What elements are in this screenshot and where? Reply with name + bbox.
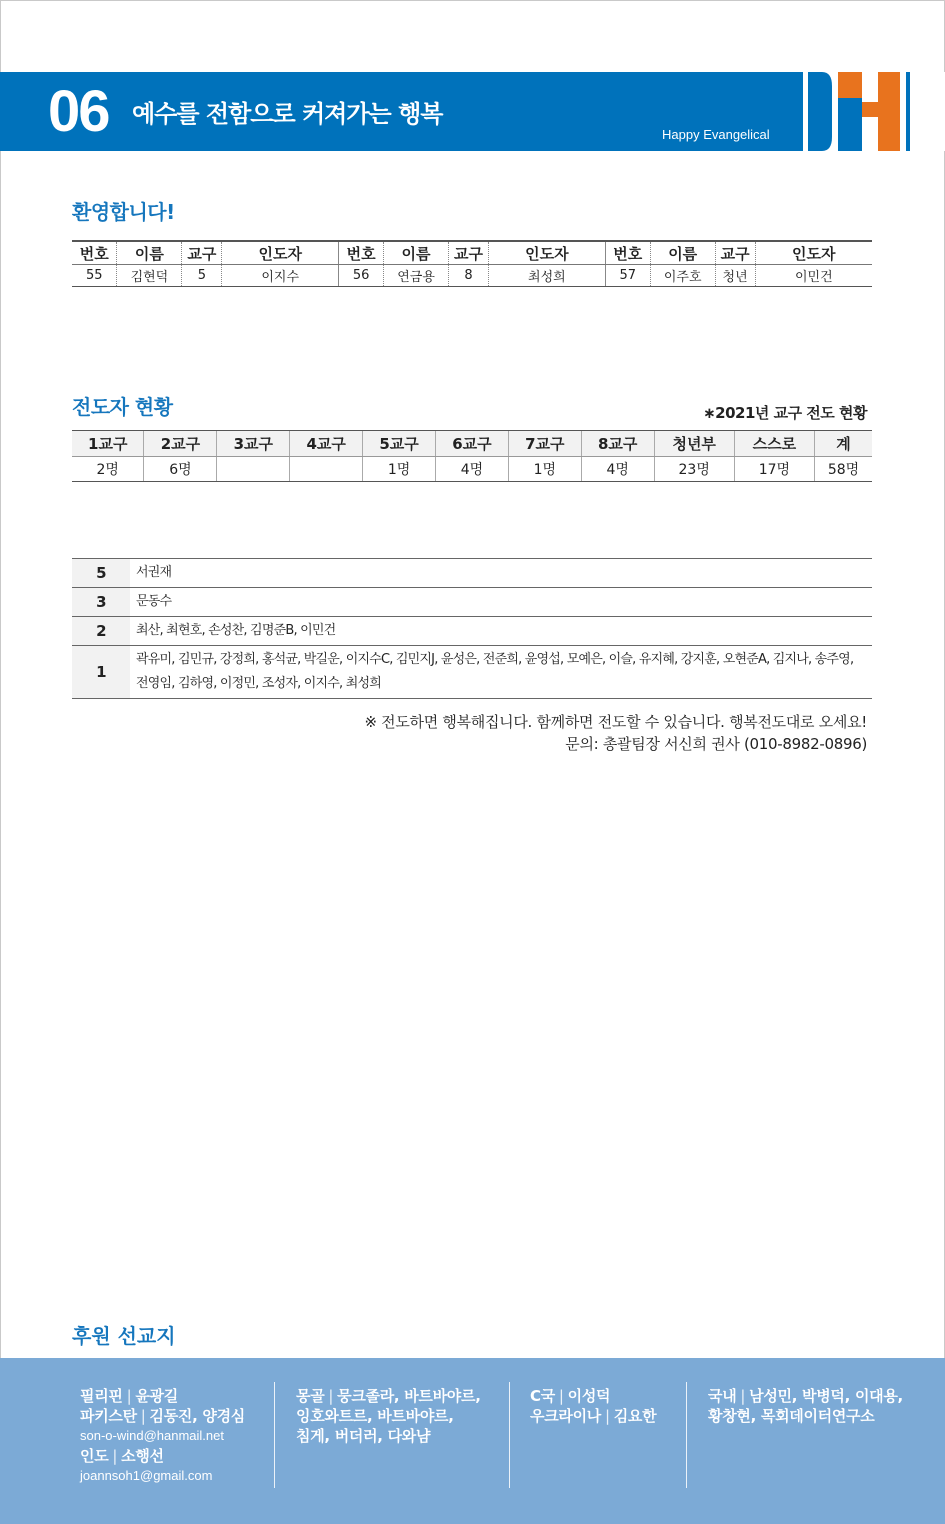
welcome-header-row [72, 241, 872, 265]
status-header: 4교구 [290, 431, 363, 457]
ranking-names: 최산, 최현호, 손성찬, 김명준B, 이민건 [130, 617, 872, 646]
missionary-names: 윤광길 [135, 1387, 178, 1405]
status-header: 1교구 [72, 431, 144, 457]
status-header: 스스로 [734, 431, 814, 457]
status-value: 1명 [363, 457, 436, 482]
status-value: 1명 [508, 457, 581, 482]
missionary-names: 남성민, 박병덕, 이대용, [749, 1387, 903, 1405]
header-no: 번호 [339, 241, 384, 265]
separator: | [604, 1407, 610, 1425]
country-label: 인도 [80, 1447, 109, 1465]
header-district: 교구 [449, 241, 489, 265]
support-title: 후원 선교지 [72, 1324, 176, 1348]
status-table [72, 430, 872, 482]
contact-line: 문의: 총괄팀장 서신희 권사 (010-8982-0896) [565, 735, 867, 753]
mission-philippines [80, 1386, 245, 1406]
header-leader: 인도자 [488, 241, 605, 265]
column-divider [509, 1382, 510, 1488]
ranking-count: 1 [72, 646, 130, 699]
welcome-district: 5 [182, 265, 222, 287]
welcome-table [72, 240, 872, 287]
missionary-names: 소행선 [121, 1447, 164, 1465]
status-title: 전도자 현황 [72, 395, 173, 419]
status-value: 23명 [654, 457, 734, 482]
status-value: 17명 [734, 457, 814, 482]
mission-india [80, 1446, 245, 1466]
missionary-names: 침게, 버더러, 다와냠 [296, 1427, 431, 1445]
ranking-row [72, 559, 872, 588]
separator: | [140, 1407, 146, 1425]
country-label: 몽골 [296, 1387, 325, 1405]
column-divider [274, 1382, 275, 1488]
ranking-row [72, 617, 872, 646]
header-name: 이름 [117, 241, 182, 265]
welcome-name: 연금용 [384, 265, 449, 287]
missionary-names: 김동진, 양경심 [149, 1407, 245, 1425]
notice-line: ※ 전도하면 행복해집니다. 함께하면 전도할 수 있습니다. 행복전도대로 오세요! [364, 713, 867, 731]
status-value [217, 457, 290, 482]
mission-c-country [530, 1386, 656, 1406]
email-text: son-o-wind@hanmail.net [80, 1428, 224, 1443]
page-number: 06 [48, 79, 109, 144]
status-header: 8교구 [581, 431, 654, 457]
support-col-2 [296, 1386, 481, 1446]
header-leader: 인도자 [222, 241, 339, 265]
country-label: 파키스탄 [80, 1407, 137, 1425]
email-text: joannsoh1@gmail.com [80, 1468, 213, 1483]
status-header: 7교구 [508, 431, 581, 457]
welcome-district: 8 [449, 265, 489, 287]
country-label: 국내 [708, 1387, 737, 1405]
country-label: 우크라이나 [530, 1407, 601, 1425]
status-header-row [72, 431, 872, 457]
welcome-leader: 이지수 [222, 265, 339, 287]
separator: | [328, 1387, 334, 1405]
welcome-leader: 이민건 [755, 265, 872, 287]
header-leader: 인도자 [755, 241, 872, 265]
welcome-name: 김현덕 [117, 265, 182, 287]
welcome-no: 56 [339, 265, 384, 287]
welcome-no: 57 [605, 265, 650, 287]
status-value: 2명 [72, 457, 144, 482]
ranking-names: 곽유미, 김민규, 강정희, 홍석균, 박길운, 이지수C, 김민지J, 윤성은, 전준희, 윤영섭, 모예은, 이슬, 유지혜, 강지훈, 오현준A, 김지나, 송주영, 전영임, 김하영, 이정민, 조성자, 이지수, 최성희 [130, 646, 872, 699]
ranking-row [72, 588, 872, 617]
ranking-count: 5 [72, 559, 130, 588]
status-value: 58명 [815, 457, 873, 482]
status-header: 계 [815, 431, 873, 457]
support-col-3 [530, 1386, 656, 1426]
ranking-row [72, 646, 872, 699]
ranking-names: 서권재 [130, 559, 872, 588]
welcome-row [72, 265, 872, 287]
ranking-table [72, 558, 872, 699]
status-value: 6명 [144, 457, 217, 482]
header-district: 교구 [715, 241, 755, 265]
status-header: 3교구 [217, 431, 290, 457]
country-label: 필리핀 [80, 1387, 123, 1405]
header-no: 번호 [72, 241, 117, 265]
page-title: 예수를 전함으로 커져가는 행복 [132, 100, 443, 128]
header-district: 교구 [182, 241, 222, 265]
header-no: 번호 [605, 241, 650, 265]
ranking-count: 3 [72, 588, 130, 617]
missionary-names: 김요한 [613, 1407, 657, 1425]
welcome-title: 환영합니다! [72, 200, 175, 224]
country-label: C국 [530, 1387, 555, 1405]
support-col-1 [80, 1386, 245, 1486]
mission-domestic [708, 1386, 903, 1406]
missionary-names: 뭉크졸라, 바트바야르, [337, 1387, 481, 1405]
logo-icon [798, 72, 945, 151]
status-header: 2교구 [144, 431, 217, 457]
status-value-row [72, 457, 872, 482]
welcome-name: 이주호 [650, 265, 715, 287]
ranking-names: 문동수 [130, 588, 872, 617]
ranking-count: 2 [72, 617, 130, 646]
header-name: 이름 [384, 241, 449, 265]
welcome-leader: 최성희 [488, 265, 605, 287]
status-header: 청년부 [654, 431, 734, 457]
status-value: 4명 [435, 457, 508, 482]
missionary-names: 이성덕 [567, 1387, 611, 1405]
tagline: Happy Evangelical [662, 127, 770, 142]
status-header: 5교구 [363, 431, 436, 457]
separator: | [740, 1387, 746, 1405]
separator: | [126, 1387, 132, 1405]
column-divider [686, 1382, 687, 1488]
header-name: 이름 [650, 241, 715, 265]
missionary-names: 잉호와트르, 바트바야르, [296, 1407, 454, 1425]
status-value [290, 457, 363, 482]
mission-pakistan [80, 1406, 245, 1426]
missionary-names: 황창현, 목회데이터연구소 [708, 1407, 875, 1425]
status-note: ∗2021년 교구 전도 현황 [703, 404, 867, 422]
support-col-4 [708, 1386, 903, 1426]
separator: | [112, 1447, 118, 1465]
welcome-no: 55 [72, 265, 117, 287]
status-value: 4명 [581, 457, 654, 482]
separator: | [558, 1387, 564, 1405]
mission-mongolia [296, 1386, 481, 1406]
mission-ukraine [530, 1406, 656, 1426]
status-header: 6교구 [435, 431, 508, 457]
welcome-district: 청년 [715, 265, 755, 287]
